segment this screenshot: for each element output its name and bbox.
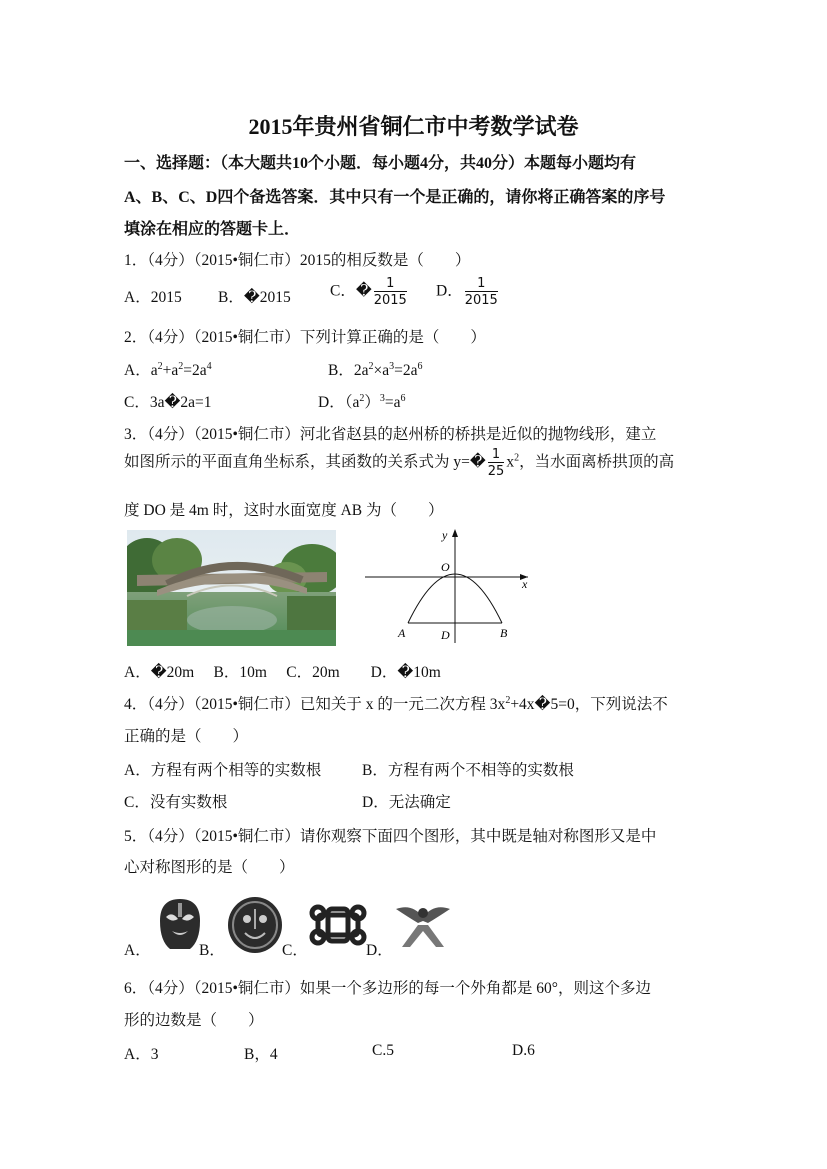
q1-option-a: A．2015: [124, 289, 182, 306]
q2-option-d: [318, 390, 405, 412]
q2-d-exp1: 2: [359, 392, 365, 404]
q4-option-d: D．无法确定: [362, 794, 451, 811]
q6-stem-line2: 形的边数是（ ）: [124, 1012, 264, 1029]
q2-b-exp2: 3: [389, 360, 395, 372]
q2-a-exp3: 4: [206, 360, 212, 372]
q5-option-c-label: C．: [282, 942, 308, 959]
section-heading-line1: 一、选择题：（本大题共10个小题．每小题4分，共40分）本题每小题均有: [124, 155, 637, 172]
q4-option-a: A．方程有两个相等的实数根: [124, 762, 322, 779]
q3-line2-exp: 2: [514, 452, 520, 464]
q2-d-mid: ）: [364, 394, 380, 411]
label-a: A: [398, 626, 406, 640]
q6-option-d: D.6: [512, 1042, 535, 1059]
label-o: O: [441, 560, 450, 574]
q3-stem-line1: 3．（4分）（2015•铜仁市）河北省赵县的赵州桥的桥拱是近似的抛物线形，建立: [124, 426, 657, 443]
q1-option-d: [436, 277, 500, 307]
q2-a-mid2: =2a: [183, 362, 207, 379]
q3-line2-end: ，当水面离桥拱顶的高: [519, 453, 675, 471]
q1-option-d-fraction: [465, 277, 498, 307]
q6-option-a: A．3: [124, 1046, 159, 1063]
q1-option-b: B．�2015: [218, 289, 291, 306]
q5-figure-d-kite-icon: [392, 895, 454, 955]
q6-option-c: C.5: [372, 1042, 394, 1059]
q5-figure-b-medallion-icon: [225, 895, 285, 955]
label-y: y: [442, 528, 448, 542]
q2-d-exp3: 6: [400, 392, 406, 404]
q2-option-a: [124, 358, 212, 380]
y-axis-arrow-icon: [452, 529, 458, 537]
q4-line1-post: +4x�5=0，下列说法不: [510, 696, 668, 713]
q1-d-denominator: 2015: [464, 293, 498, 308]
q4-option-c: C．没有实数根: [124, 794, 228, 811]
label-d: D: [441, 628, 450, 642]
q2-stem: 2．（4分）（2015•铜仁市）下列计算正确的是（ ）: [124, 329, 486, 346]
q3-line2-x: x: [506, 453, 515, 471]
q5-stem-line2: 心对称图形的是（ ）: [124, 859, 295, 876]
q3-options: A．�20m B．10m C．20m D．�10m: [124, 664, 441, 681]
q1-c-denominator: 2015: [373, 293, 407, 308]
q2-b-mid: ×a: [373, 362, 390, 379]
q2-d-exp2: 3: [379, 392, 385, 404]
q1-option-c-fraction: [374, 277, 407, 307]
q4-option-b: B．方程有两个不相等的实数根: [362, 762, 574, 779]
parabola-graph: [360, 525, 535, 645]
q2-a-pre: A．a: [124, 362, 158, 379]
q2-a-exp2: 2: [178, 360, 184, 372]
q5-option-b-label: B．: [199, 942, 225, 959]
q2-b-exp1: 2: [368, 360, 374, 372]
q3-frac-numerator: 1: [488, 448, 505, 463]
q2-b-exp3: 6: [417, 360, 423, 372]
q2-a-exp1: 2: [157, 360, 163, 372]
q3-frac-denominator: 25: [487, 464, 505, 479]
q2-option-b: [328, 358, 422, 380]
q3-fraction: [488, 448, 505, 478]
q3-stem-line2: [124, 448, 674, 478]
q5-option-d-label: D．: [366, 942, 393, 959]
q4-line1-exp: 2: [505, 694, 511, 706]
q3-stem-line3: 度 DO 是 4m 时，这时水面宽度 AB 为（ ）: [124, 502, 444, 519]
q2-option-c: C．3a�2a=1: [124, 394, 212, 411]
q3-line2-pre: 如图所示的平面直角坐标系，其函数的关系式为 y=�: [124, 453, 486, 471]
q5-option-a-label: A．: [124, 942, 151, 959]
q2-b-pre: B．2a: [328, 362, 369, 379]
q4-line1-pre: 4．（4分）（2015•铜仁市）已知关于 x 的一元二次方程 3x: [124, 696, 506, 713]
q2-a-mid: +a: [162, 362, 179, 379]
q2-d-pre: D．（a: [318, 394, 360, 411]
q1-option-d-prefix: D．: [436, 282, 463, 300]
section-heading-line3: 填涂在相应的答题卡上．: [124, 221, 301, 238]
label-b: B: [500, 626, 508, 640]
section-heading-line2: A、B、C、D四个备选答案．其中只有一个是正确的，请你将正确答案的序号: [124, 189, 666, 206]
q6-stem-line1: 6．（4分）（2015•铜仁市）如果一个多边形的每一个外角都是 60°，则这个多边: [124, 980, 652, 997]
q2-d-mid2: =a: [384, 394, 401, 411]
q1-option-c-prefix: C．�: [330, 282, 372, 300]
q1-option-c: [330, 277, 409, 307]
label-x: x: [522, 577, 528, 591]
q5-figure-c-knot-icon: [308, 895, 368, 955]
page-title: 2015年贵州省铜仁市中考数学试卷: [248, 114, 579, 139]
q4-stem-line2: 正确的是（ ）: [124, 728, 249, 745]
q5-stem-line1: 5．（4分）（2015•铜仁市）请你观察下面四个图形，其中既是轴对称图形又是中: [124, 828, 657, 845]
bridge-photo: [127, 530, 336, 646]
q6-option-b: B，4: [244, 1046, 278, 1063]
q2-b-mid2: =2a: [394, 362, 418, 379]
q1-d-numerator: 1: [465, 277, 498, 292]
q4-stem-line1: [124, 692, 668, 714]
q1-c-numerator: 1: [374, 277, 407, 292]
q1-stem: 1．（4分）（2015•铜仁市）2015的相反数是（ ）: [124, 252, 471, 269]
